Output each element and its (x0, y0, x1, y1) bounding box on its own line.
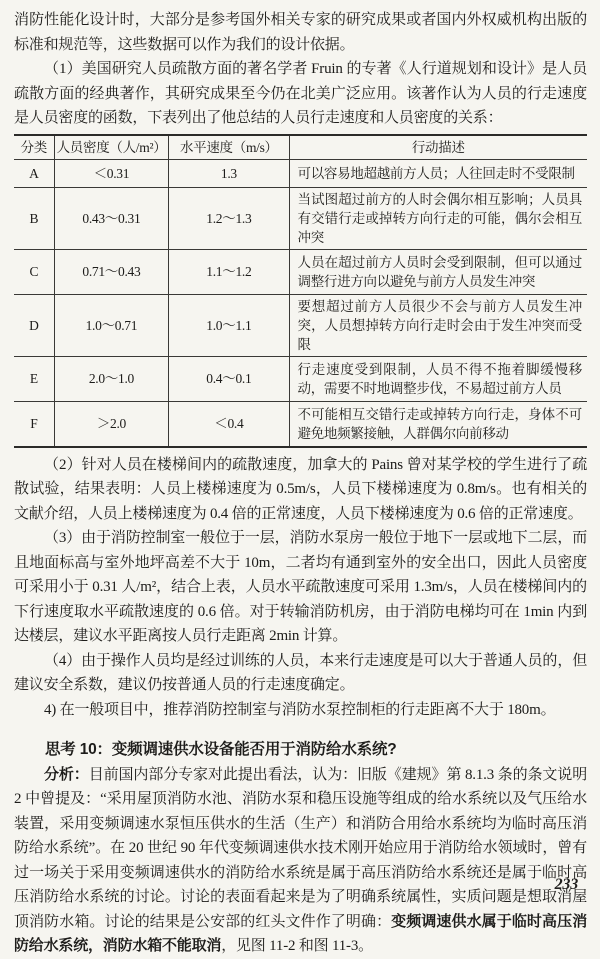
cell-description: 行走速度受到限制，人员不得不拖着脚缓慢移动，需要不时地调整步伐，不易超过前方人员 (289, 356, 587, 401)
cell-category: C (14, 249, 54, 294)
cell-category: E (14, 356, 54, 401)
column-header-description: 行动描述 (289, 135, 587, 160)
paragraph-item-3: （3）由于消防控制室一般位于一层，消防水泵房一般位于地下一层或地下二层，而且地面标高与室外地坪高差不大于 10m，二者均有通到室外的安全出口，因此人员密度可采用小于 0.31 人/m²，结合上表，人员水平疏散速度可采用 1.3m/s，人员在楼梯间内的下行速度取水平疏散速度的 0.6 倍。对于转输消防机房，由于消防电梯均可在 1min 内到达楼层，建议水平距离按人员行走距离 2min 计算。 (14, 530, 587, 644)
cell-category: D (14, 294, 54, 356)
cell-description: 当试图超过前方的人时会偶尔相互影响；人员具有交错行走或掉转方向行走的可能，偶尔会相互冲突 (289, 187, 587, 249)
cell-description: 人员在超过前方人员时会受到限制，但可以通过调整行进方向以避免与前方人员发生冲突 (289, 249, 587, 294)
cell-category: B (14, 187, 54, 249)
cell-category: F (14, 401, 54, 447)
table-row (14, 159, 587, 187)
cell-density: ＜0.31 (54, 159, 169, 187)
paragraph-item-1: （1）美国研究人员疏散方面的著名学者 Fruin 的专著《人行道规划和设计》是人员疏散方面的经典著作，其研究成果至今仍在北美广泛应用。该著作认为人员的行走速度是人员密度的函数，下表列出了他总结的人员行走速度和人员密度的关系： (14, 61, 587, 126)
analysis-paragraph (14, 763, 587, 959)
cell-density: 1.0～0.71 (54, 294, 169, 356)
cell-speed: 0.4～0.1 (169, 356, 289, 401)
cell-density: ＞2.0 (54, 401, 169, 447)
paragraph-item-4: （4）由于操作人员均是经过训练的人员，本来行走速度是可以大于普通人员的，但建议安全系数，建议仍按普通人员的行走速度确定。 (14, 652, 587, 693)
table-row (14, 294, 587, 356)
column-header-speed: 水平速度（m/s） (169, 135, 289, 160)
cell-density: 2.0～1.0 (54, 356, 169, 401)
paragraph-item-4b: 4) 在一般项目中，推荐消防控制室与消防水泵控制柜的行走距离不大于 180m。 (44, 701, 556, 718)
cell-description: 可以容易地超越前方人员；人往回走时不受限制 (289, 159, 587, 187)
table-row (14, 401, 587, 447)
cell-speed: ＜0.4 (169, 401, 289, 447)
cell-description: 要想超过前方人员很少不会与前方人员发生冲突，人员想掉转方向行走时会由于发生冲突而受限 (289, 294, 587, 356)
analysis-label: 分析： (44, 765, 89, 783)
paragraph-continuation: 消防性能化设计时，大部分是参考国外相关专家的研究成果或者国内外权威机构出版的标准和规范等，这些数据可以作为我们的设计依据。 (14, 12, 587, 53)
table-header-row (14, 135, 587, 160)
walking-speed-density-table (14, 134, 587, 448)
cell-description: 不可能相互交错行走或掉转方向行走，身体不可避免地频繁接触，人群偶尔向前移动 (289, 401, 587, 447)
analysis-text-end: ，见图 11-2 和图 11-3。 (221, 938, 373, 954)
cell-speed: 1.0～1.1 (169, 294, 289, 356)
cell-density: 0.43～0.31 (54, 187, 169, 249)
table-row (14, 187, 587, 249)
table-row (14, 356, 587, 401)
cell-speed: 1.1～1.2 (169, 249, 289, 294)
analysis-emphasis: 变频调速供水属于临时高压消防给水系统，消防水箱不能取消 (14, 913, 587, 954)
cell-speed: 1.3 (169, 159, 289, 187)
cell-speed: 1.2～1.3 (169, 187, 289, 249)
analysis-text: 目前国内部分专家对此提出看法，认为：旧版《建规》第 8.1.3 条的条文说明 2 中曾提及：“采用屋顶消防水池、消防水泵和稳压设施等组成的给水系统以及气压给水装置，采用变频调速水泵恒压供水的生活（生产）和消防合用给水系统均为临时高压消防给水系统”。在 20 世纪 90 年代变频调速供水技术刚开始应用于消防给水领域时，曾有过一场关于采用变频调速供水的消防给水系统是属于高压消防给水系统还是属于临时高压消防给水系统的讨论。讨论的表面看起来是为了明确系统属性，实质问题是想取消屋顶消防水箱。讨论的结果是公安部的红头文件作了明确： (14, 766, 587, 930)
thinking-question-heading: 思考 10：变频调速供水设备能否用于消防给水系统? (45, 741, 397, 758)
column-header-density: 人员密度（人/m²） (54, 135, 169, 160)
paragraph-item-2: （2）针对人员在楼梯间内的疏散速度，加拿大的 Pains 曾对某学校的学生进行了疏散试验，结果表明：人员上楼梯速度为 0.5m/s，人员下楼梯速度为 0.8m/s。也有相关的文献介绍，人员上楼梯速度为 0.4 倍的正常速度，人员下楼梯速度为 0.6 倍的正常速度。 (14, 456, 587, 522)
cell-density: 0.71～0.43 (54, 249, 169, 294)
page-number: 233 (554, 876, 578, 893)
cell-category: A (14, 159, 54, 187)
table-row (14, 249, 587, 294)
column-header-category: 分类 (14, 135, 54, 160)
